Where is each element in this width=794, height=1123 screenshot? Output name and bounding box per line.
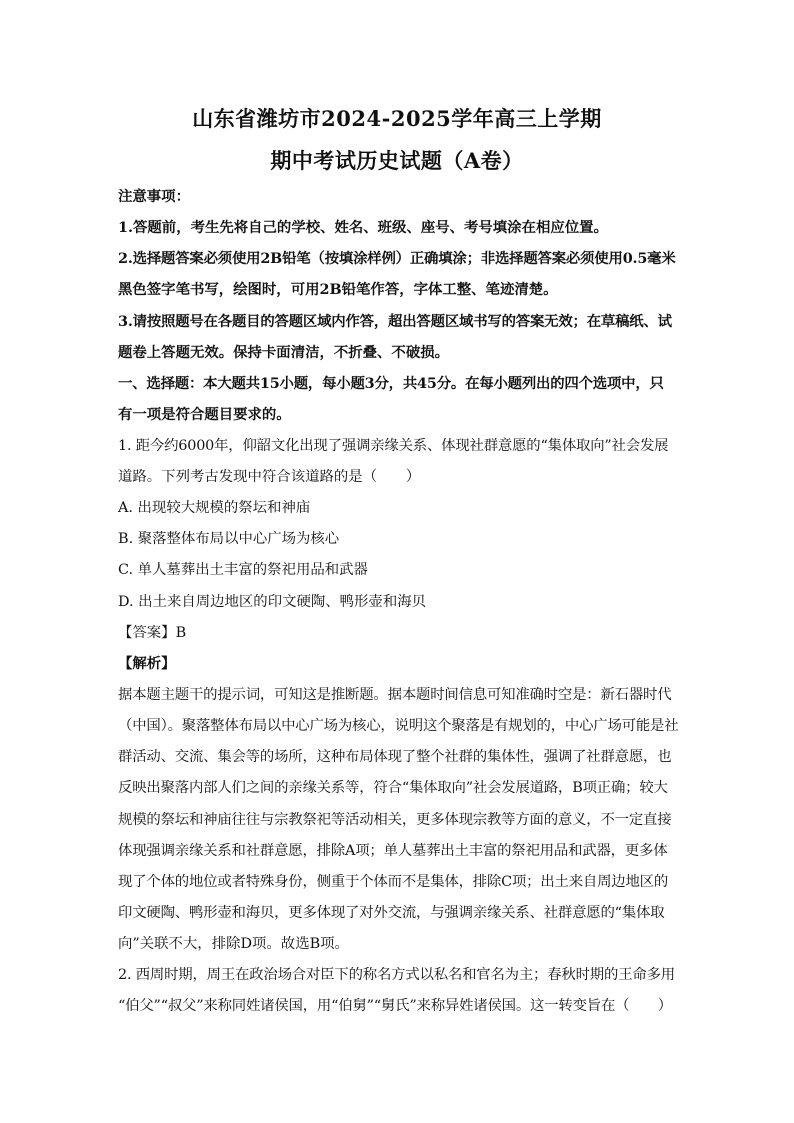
analysis-line: 反映出聚落内部人们之间的亲缘关系等，符合“集体取向”社会发展道路，B项正确；较大 <box>118 780 668 796</box>
analysis-line: 规模的祭坛和神庙往往与宗教祭祀等活动相关，更多体现宗教等方面的意义，不一定直接 <box>118 812 672 828</box>
question-2-stem: 2. 西周时期，周王在政治场合对臣下的称名方式以私名和官名为主；春秋时期的王命多用 <box>118 967 675 983</box>
analysis-line: 群活动、交流、集会等的场所，这种布局体现了整个社群的集体性，强调了社群意愿，也 <box>118 749 672 765</box>
analysis-line: 体现强调亲缘关系和社群意愿，排除A项；单人墓葬出土丰富的祭祀用品和武器，更多体 <box>118 843 668 859</box>
question-1-stem-cont: 道路。下列考古发现中符合该道路的是（ ） <box>118 469 421 485</box>
question-1-analysis-heading: 【解析】 <box>118 655 176 672</box>
analysis-line: 现了个体的地位或者特殊身份，侧重于个体而不是集体，排除C项；出土来自周边地区的 <box>118 874 669 890</box>
document-title-line2: 期中考试历史试题（A卷） <box>270 148 524 173</box>
notice-item-3-cont: 题卷上答题无效。保持卡面清洁，不折叠、不破损。 <box>118 344 449 361</box>
question-1-option-a: A. 出现较大规模的祭坛和神庙 <box>118 500 311 516</box>
question-1-option-c: C. 单人墓葬出土丰富的祭祀用品和武器 <box>118 562 368 578</box>
analysis-line: 印文硬陶、鸭形壶和海贝，更多体现了对外交流，与强调亲缘关系、社群意愿的“集体取 <box>118 905 665 921</box>
question-1-answer: 【答案】B <box>118 625 187 641</box>
question-1-option-d: D. 出土来自周边地区的印文硬陶、鸭形壶和海贝 <box>118 594 426 610</box>
analysis-line: 据本题主题干的提示词，可知这是推断题。据本题时间信息可知准确时空是：新石器时代 <box>118 687 672 703</box>
question-2-stem-cont: “伯父”“叔父”来称同姓诸侯国，用“伯舅”“舅氏”来称异姓诸侯国。这一转变旨在（ ） <box>118 998 672 1014</box>
question-1-stem: 1. 距今约6000年，仰韶文化出现了强调亲缘关系、体现社群意愿的“集体取向”社会发展 <box>118 438 669 454</box>
analysis-line: （中国）。聚落整体布局以中心广场为核心，说明这个聚落是有规划的，中心广场可能是社 <box>118 718 679 734</box>
notice-item-1: 1.答题前，考生先将自己的学校、姓名、班级、座号、考号填涂在相应位置。 <box>118 219 608 236</box>
section-heading-cont: 有一项是符合题目要求的。 <box>118 406 291 423</box>
question-1-option-b: B. 聚落整体布局以中心广场为核心 <box>118 531 340 547</box>
notice-item-2-cont: 黑色签字笔书写，绘图时，可用2B铅笔作答，字体工整、笔迹清楚。 <box>118 281 558 298</box>
section-heading: 一、选择题：本大题共15小题，每小题3分，共45分。在每小题列出的四个选项中，只 <box>118 375 664 392</box>
analysis-line: 向”关联不大，排除D项。故选B项。 <box>118 936 349 952</box>
document-title-line1: 山东省潍坊市2024-2025学年高三上学期 <box>192 106 602 131</box>
notice-item-2: 2.选择题答案必须使用2B铅笔（按填涂样例）正确填涂；非选择题答案必须使用0.5毫米 <box>118 250 676 267</box>
notice-item-3: 3.请按照题号在各题目的答题区域内作答，超出答题区域书写的答案无效；在草稿纸、试 <box>118 313 672 330</box>
notice-heading: 注意事项： <box>118 188 190 205</box>
